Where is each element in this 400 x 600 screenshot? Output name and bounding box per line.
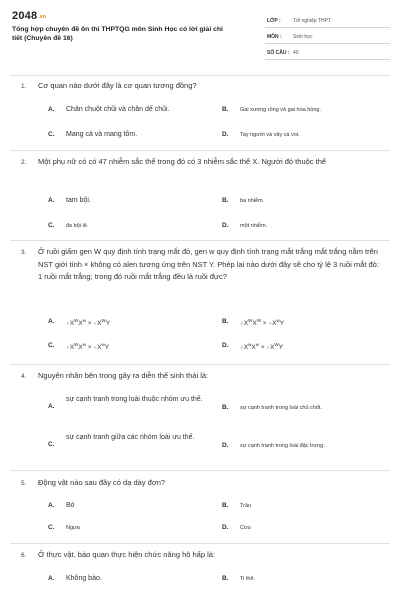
section-divider	[10, 150, 390, 151]
meta-count-row	[265, 47, 390, 60]
question-1: 1. Cơ quan nào dưới đây là cơ quan tương đồng? A. Chân chuột chũi và chân dế chũi. B. Gai xương rồng và gai hoa hồng. C. Mang cá và mang tôm. D. Tay người và vây cá voi.	[10, 80, 390, 142]
question-number: 2.	[21, 159, 27, 166]
question-text: Động vật nào sau đây có dạ dày đơn?	[38, 478, 166, 487]
meta-label: SỐ CÂU :	[267, 50, 290, 56]
section-divider	[10, 470, 390, 471]
question-2: 2. Một phụ nữ có có 47 nhiễm sắc thể trong đó có 3 nhiễm sắc thể X. Người đó thuộc thể A. tam bội. B. ba nhiễm. C. đa bội lẻ. D. một nhiễm.	[10, 156, 390, 236]
question-number: 3.	[21, 249, 27, 256]
section-divider	[10, 75, 390, 76]
document-title: Tổng hợp chuyên đề ôn thi THPTQG môn Sinh Học có lời giải chi tiết (Chuyên đề 16)	[12, 26, 223, 42]
meta-value: Sinh học	[293, 34, 313, 40]
question-5: 5. Động vật nào sau đây có dạ dày đơn? A. Bò B. Trâu C. Ngựa D. Cừu	[10, 477, 390, 537]
question-number: 1.	[21, 83, 27, 90]
question-number: 4.	[21, 373, 27, 380]
question-text: Một phụ nữ có có 47 nhiễm sắc thể trong đó có 3 nhiễm sắc thể X. Người đó thuộc thể	[38, 157, 327, 166]
question-3: 3. Ở ruồi giấm gen W quy định tính trạng mắt đỏ, gen w quy định tính trạng mắt trắng mắt trắng nằm trên NST giới tính × không có alen tương ứng trên NST Y. Phép lai nào dưới đây sẽ cho tỷ lệ 3 ruồi mắt đỏ: 1 ruồi mắt trắng; trong đó ruồi mắt trắng đều là ruồi đực? A. $♀X^WX^w$ × $♂X^WY$ B. $♀X^WX^W$ × $♂X^wY$ C. $♀X^WX^w$ × $♂X^wY$ D. $♀X^wX^w$ × $♂X^WY$	[10, 246, 390, 358]
genotype-cross: $♀X^WX^W$ × $♂X^wY$	[240, 318, 285, 328]
meta-value: Tốt nghiệp THPT	[293, 18, 331, 24]
meta-label: MÔN :	[267, 34, 282, 40]
genotype-cross: $♀X^WX^w$ × $♂X^wY$	[66, 342, 110, 352]
genotype-cross: $♀X^WX^w$ × $♂X^WY$	[66, 318, 111, 328]
meta-class-row	[265, 15, 390, 28]
question-6: 6. Ở thực vật, bào quan thực hiện chức năng hô hấp là: A. Không bào. B. Ti thể.	[10, 549, 390, 595]
meta-subject-row	[265, 31, 390, 44]
question-number: 5.	[21, 480, 27, 487]
question-text: Nguyên nhân bên trong gây ra diễn thế sinh thái là:	[38, 371, 209, 380]
meta-value: 40	[293, 50, 299, 56]
question-text: Ở ruồi giấm gen W quy định tính trạng mắt đỏ, gen w quy định tính trạng mắt trắng mắt trắng nằm trên NST giới tính × không có alen tương ứng trên NST Y. Phép lai nào dưới đây sẽ cho tỷ lệ 3 ruồi mắt đỏ: 1 ruồi mắt trắng; trong đó ruồi mắt trắng đều là ruồi đực?	[38, 247, 379, 281]
question-text: Ở thực vật, bào quan thực hiện chức năng hô hấp là:	[38, 550, 216, 559]
question-number: 6.	[21, 552, 27, 559]
question-4: 4. Nguyên nhân bên trong gây ra diễn thế sinh thái là: A. sự cạnh tranh trong loài thuộc nhóm ưu thế. B. sự cạnh tranh trong loài chủ chốt. C. sự cạnh tranh giữa các nhóm loài ưu thế. D. sự cạnh tranh trong loài đặc trưng.	[10, 370, 390, 466]
site-logo[interactable]: 2048.vn	[12, 10, 47, 22]
document-header	[10, 10, 390, 68]
meta-label: LỚP :	[267, 18, 281, 24]
section-divider	[10, 543, 390, 544]
section-divider	[10, 240, 390, 241]
question-text: Cơ quan nào dưới đây là cơ quan tương đồng?	[38, 81, 197, 90]
section-divider	[10, 364, 390, 365]
genotype-cross: $♀X^wX^w$ × $♂X^WY$	[240, 342, 284, 352]
